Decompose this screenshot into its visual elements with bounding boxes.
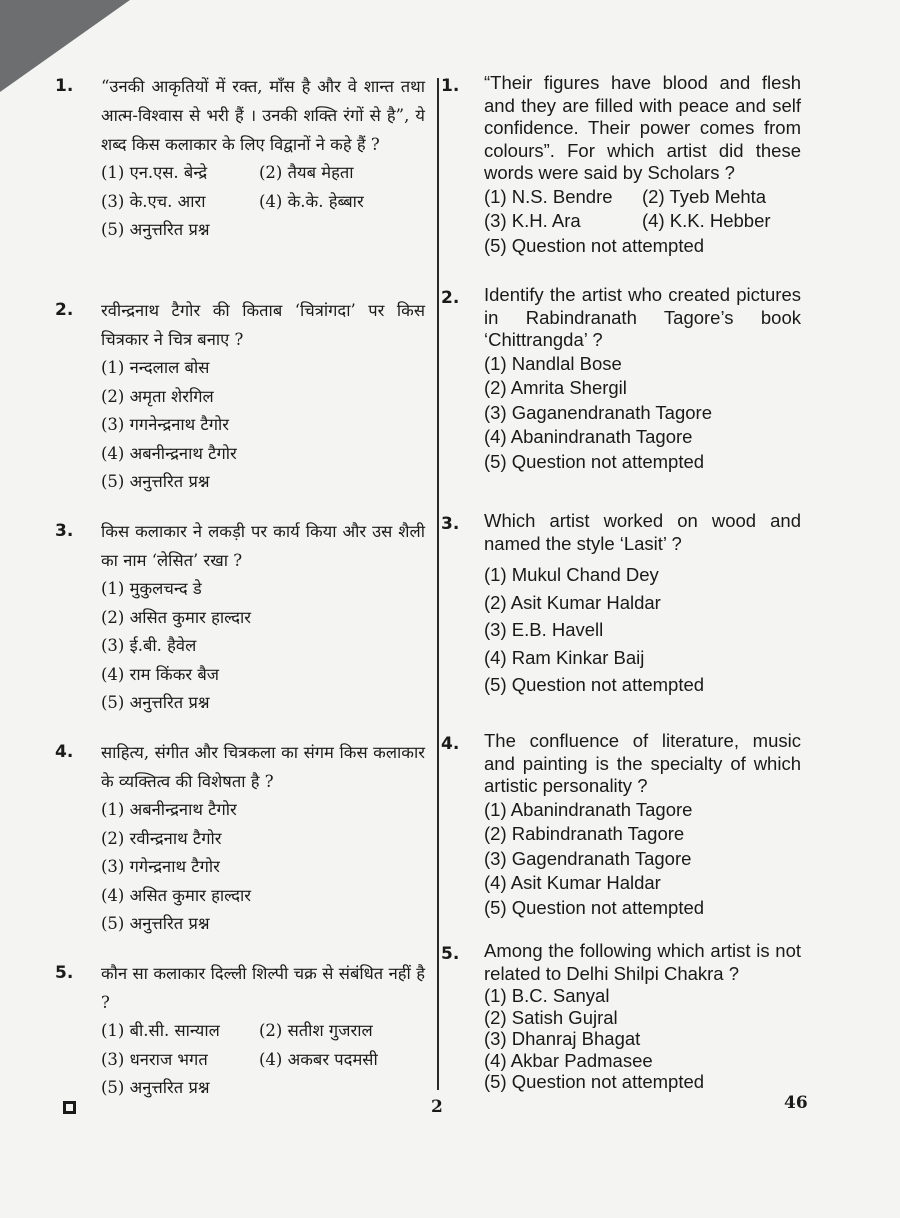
option-4: (4) असित कुमार हाल्दार (101, 885, 252, 905)
option-2: (2) Tyeb Mehta (642, 185, 767, 207)
column-divider (437, 78, 439, 1090)
question-en-3 (441, 510, 801, 699)
option-2: (2) Asit Kumar Haldar (484, 591, 661, 613)
question-number: 1. (55, 76, 74, 96)
question-text: Which artist worked on wood and named the style ‘Lasit’ ? (484, 510, 801, 554)
option-4: (4) K.K. Hebber (642, 210, 771, 231)
option-1: (1) Nandlal Bose (484, 352, 622, 374)
option-1: (1) मुकुलचन्द डे (101, 579, 202, 598)
question-text: “Their figures have blood and flesh and they are filled with peace and self confidence. Their power comes from colours”. For which artist did these words were said by Scholars ? (484, 72, 801, 183)
option-3: (3) Gaganendranath Tagore (484, 401, 712, 423)
question-hi-4 (55, 738, 425, 939)
option-1: (1) N.S. Bendre (484, 185, 613, 207)
question-number: 2. (441, 288, 460, 308)
question-hi-3 (55, 517, 425, 718)
options-list (484, 798, 801, 921)
options-list (484, 561, 801, 699)
question-text: Among the following which artist is not related to Delhi Shilpi Chakra ? (484, 940, 801, 984)
question-hi-1 (55, 72, 425, 245)
option-1: (1) अबनीन्द्रनाथ टैगोर (101, 800, 237, 819)
option-5: (5) Question not attempted (484, 1071, 705, 1092)
question-number: 4. (441, 734, 460, 754)
option-3: (3) धनराज भगत (101, 1049, 208, 1069)
option-3: (3) Dhanraj Bhagat (484, 1028, 641, 1049)
option-5: (5) अनुत्तरित प्रश्न (101, 472, 210, 491)
option-4: (4) Akbar Padmasee (484, 1049, 653, 1071)
option-3: (3) गगनेन्द्रनाथ टैगोर (101, 415, 230, 434)
option-3: (3) K.H. Ara (484, 210, 581, 231)
options-list (484, 352, 801, 475)
option-2: (2) रवीन्द्रनाथ टैगोर (101, 828, 222, 848)
options-list (101, 354, 425, 497)
option-5: (5) अनुत्तरित प्रश्न (101, 914, 210, 933)
square-marker-icon (63, 1101, 76, 1114)
question-hi-2 (55, 296, 425, 497)
option-5: (5) Question not attempted (484, 896, 705, 918)
question-number: 2. (55, 300, 74, 320)
option-2: (2) Rabindranath Tagore (484, 823, 685, 844)
question-text: Identify the artist who created pictures in Rabindranath Tagore’s book ‘Chittrangda’ ? (484, 284, 801, 350)
question-text: कौन सा कलाकार दिल्ली शिल्पी चक्र से संबंधित नहीं है ? (101, 964, 425, 1012)
question-text: रवीन्द्रनाथ टैगोर की किताब ‘चित्रांगदा’ पर किस चित्रकार ने चित्र बनाए ? (101, 301, 425, 349)
option-3: (3) ई.बी. हैवेल (101, 636, 197, 655)
options-list (484, 185, 801, 259)
question-en-1 (441, 72, 801, 258)
option-1: (1) नन्दलाल बोस (101, 358, 210, 377)
option-4: (4) Abanindranath Tagore (484, 426, 693, 447)
question-text: “उनकी आकृतियों में रक्त, माँस है और वे शान्त तथा आत्म-विश्वास से भरी हैं । उनकी शक्ति रंगों से है”, ये शब्द किस कलाकार के लिए विद्वानों ने कहे हैं ? (101, 77, 425, 154)
option-4: (4) अकबर पदमसी (259, 1049, 378, 1069)
question-en-4 (441, 730, 801, 920)
option-4: (4) के.के. हेब्बार (259, 191, 364, 211)
option-2: (2) असित कुमार हाल्दार (101, 607, 252, 627)
question-number: 3. (55, 521, 74, 541)
question-number: 5. (441, 944, 460, 964)
option-5: (5) Question not attempted (484, 674, 705, 695)
option-4: (4) राम किंकर बैज (101, 664, 220, 684)
question-number: 5. (55, 963, 74, 983)
center-page-number: 2 (431, 1097, 443, 1117)
options-list (101, 1017, 425, 1103)
option-2: (2) Satish Gujral (484, 1006, 618, 1028)
options-list (101, 159, 425, 245)
option-2: (2) तैयब मेहता (259, 163, 354, 182)
option-2: (2) Amrita Shergil (484, 377, 627, 398)
question-number: 4. (55, 742, 74, 762)
option-2: (2) सतीश गुजराल (259, 1021, 373, 1040)
option-3: (3) गगेन्द्रनाथ टैगोर (101, 857, 220, 876)
option-5: (5) अनुत्तरित प्रश्न (101, 220, 210, 239)
option-4: (4) Asit Kumar Haldar (484, 872, 661, 893)
question-number: 3. (441, 514, 460, 534)
question-number: 1. (441, 76, 460, 96)
question-hi-5 (55, 959, 425, 1103)
option-3: (3) E.B. Havell (484, 619, 604, 640)
option-1: (1) Mukul Chand Dey (484, 564, 659, 585)
option-3: (3) Gagendranath Tagore (484, 847, 692, 869)
options-list (484, 985, 801, 1093)
question-text: The confluence of literature, music and painting is the specialty of which artistic personality ? (484, 730, 801, 796)
option-5: (5) अनुत्तरित प्रश्न (101, 1078, 210, 1097)
option-5: (5) अनुत्तरित प्रश्न (101, 693, 210, 712)
question-text: साहित्य, संगीत और चित्रकला का संगम किस कलाकार के व्यक्तित्व की विशेषता है ? (101, 743, 425, 791)
question-en-2 (441, 284, 801, 474)
option-4: (4) अबनीन्द्रनाथ टैगोर (101, 443, 237, 463)
option-1: (1) B.C. Sanyal (484, 985, 610, 1006)
right-page-number: 46 (784, 1093, 808, 1113)
option-1: (1) एन.एस. बेन्द्रे (101, 163, 208, 182)
option-5: (5) Question not attempted (484, 234, 705, 256)
option-5: (5) Question not attempted (484, 450, 705, 472)
question-en-5 (441, 940, 801, 1093)
option-3: (3) के.एच. आरा (101, 191, 206, 211)
options-list (101, 796, 425, 939)
option-4: (4) Ram Kinkar Baij (484, 646, 645, 668)
option-2: (2) अमृता शेरगिल (101, 386, 214, 406)
options-list (101, 575, 425, 718)
option-1: (1) Abanindranath Tagore (484, 798, 693, 820)
option-1: (1) बी.सी. सान्याल (101, 1021, 220, 1040)
question-text: किस कलाकार ने लकड़ी पर कार्य किया और उस शैली का नाम ‘लेसित’ रखा ? (101, 522, 425, 570)
